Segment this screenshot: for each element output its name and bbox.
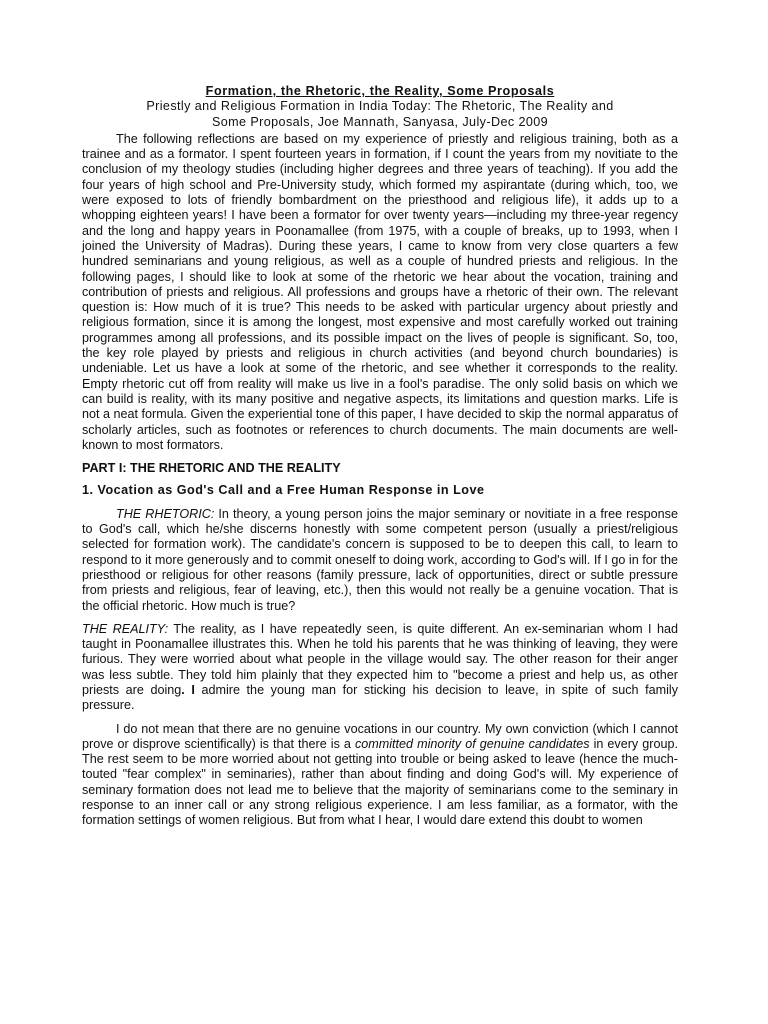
rhetoric-label: THE RHETORIC:	[116, 506, 215, 521]
rhetoric-paragraph	[82, 507, 678, 614]
final-text-b: in every group. The rest seem to be more worried about not getting into trouble or being asked to leave (hence the much-touted "fear complex" in seminaries), rather than about finding and doing God's will. My experience of seminary formation does not lead me to believe that the majority of seminarians come to the seminary in response to an inner call or any strong religious experience. I am less familiar, as a formator, with the formation settings of women religious. But from what I hear, I would dare extend this doubt to women	[82, 736, 678, 828]
rhetoric-text: In theory, a young person joins the major seminary or novitiate in a free response to God's call, which he/she discerns honestly with some competent person (usually a priest/religious selected for formation work). The candidate's concern is supposed to be to deepen this call, to learn to respond to it more generously and to commit oneself to doing work, according to God's will. If I go in for the priesthood or religious for other reasons (family pressure, lack of opportunities, direct or subtle pressure from priests and religious, fear of leaving, etc.), then this would not really be a genuine vocation. That is the official rhetoric. How much is true?	[82, 506, 678, 613]
final-text-a: I do not mean that there are no genuine vocations in our country. My own conviction (which I cannot prove or disprove scientifically) is that there is a	[82, 721, 678, 751]
reality-paragraph	[82, 622, 678, 714]
reality-text-a: The reality, as I have repeatedly seen, is quite different. An ex-seminarian whom I had taught in Poonamallee illustrates this. When he told his parents that he was thinking of leaving, they were furious. They were worried about what people in the village would say. The other reason for their anger was less subtle. They told him plainly that they expected him to "become a priest and help us, as other priests are doing	[82, 621, 678, 697]
document-subtitle-line2: Some Proposals, Joe Mannath, Sanyasa, July-Dec 2009	[211, 114, 549, 129]
final-emphasis: committed minority of genuine candidates	[354, 736, 590, 751]
document-title: Formation, the Rhetoric, the Reality, Some Proposals	[205, 84, 555, 98]
intro-paragraph: The following reflections are based on my experience of priestly and religious training, both as a trainee and as a formator. I spent fourteen years in formation, if I count the years from my novitiate to the conclusion of my theology studies (including higher degrees and three years of teaching). If you add the four years of high school and Pre-University study, which formed my aspirantate (during which, too, we were exposed to lots of friendly bombardment on the priesthood and religious life), it adds up to a whopping eighteen years! I have been a formator for over twenty years—including my three-year regency and the long and happy years in Poonamallee (from 1975, with a couple of breaks, up to 1993, when I joined the University of Madras). During these years, I came to know from very close quarters a few hundred seminarians and young religious, as well as a couple of hundred priests and religious. In the following pages, I should like to look at some of the rhetoric we hear about the vocation, training and contribution of priests and religious. All professions and groups have a rhetoric of their own. The relevant question is: How much of it is true? This needs to be asked with particular urgency about priestly and religious formation, since it is among the longest, most expensive and most carefully worked out training programmes among all professions, and its possible impact on the lives of people is significant. So, too, the key role played by priests and religious in church activities (and beyond church boundaries) is undeniable. Let us have a look at some of the rhetoric, and see whether it corresponds to the reality. Empty rhetoric cut off from reality will make us live in a fool's paradise. The only solid basis on which we can build is reality, with its many positive and negative aspects, its limitations and question marks. Life is not a neat formula. Given the experiential tone of this paper, I have decided to skip the normal apparatus of scholarly articles, such as footnotes or references to church documents. The main documents are well-known to most formators.	[82, 131, 678, 452]
section-heading: 1. Vocation as God's Call and a Free Human Response in Love	[82, 483, 485, 498]
final-paragraph	[82, 722, 678, 829]
reality-text-b: admire the young man for sticking his decision to leave, in spite of such family pressure.	[82, 682, 679, 713]
reality-label: THE REALITY:	[82, 621, 169, 636]
part-heading: PART I: THE RHETORIC AND THE REALITY	[82, 461, 341, 476]
reality-bold: . I	[181, 682, 195, 697]
document-page	[82, 84, 678, 829]
document-subtitle-line1: Priestly and Religious Formation in India Today: The Rhetoric, The Reality and	[146, 99, 614, 114]
